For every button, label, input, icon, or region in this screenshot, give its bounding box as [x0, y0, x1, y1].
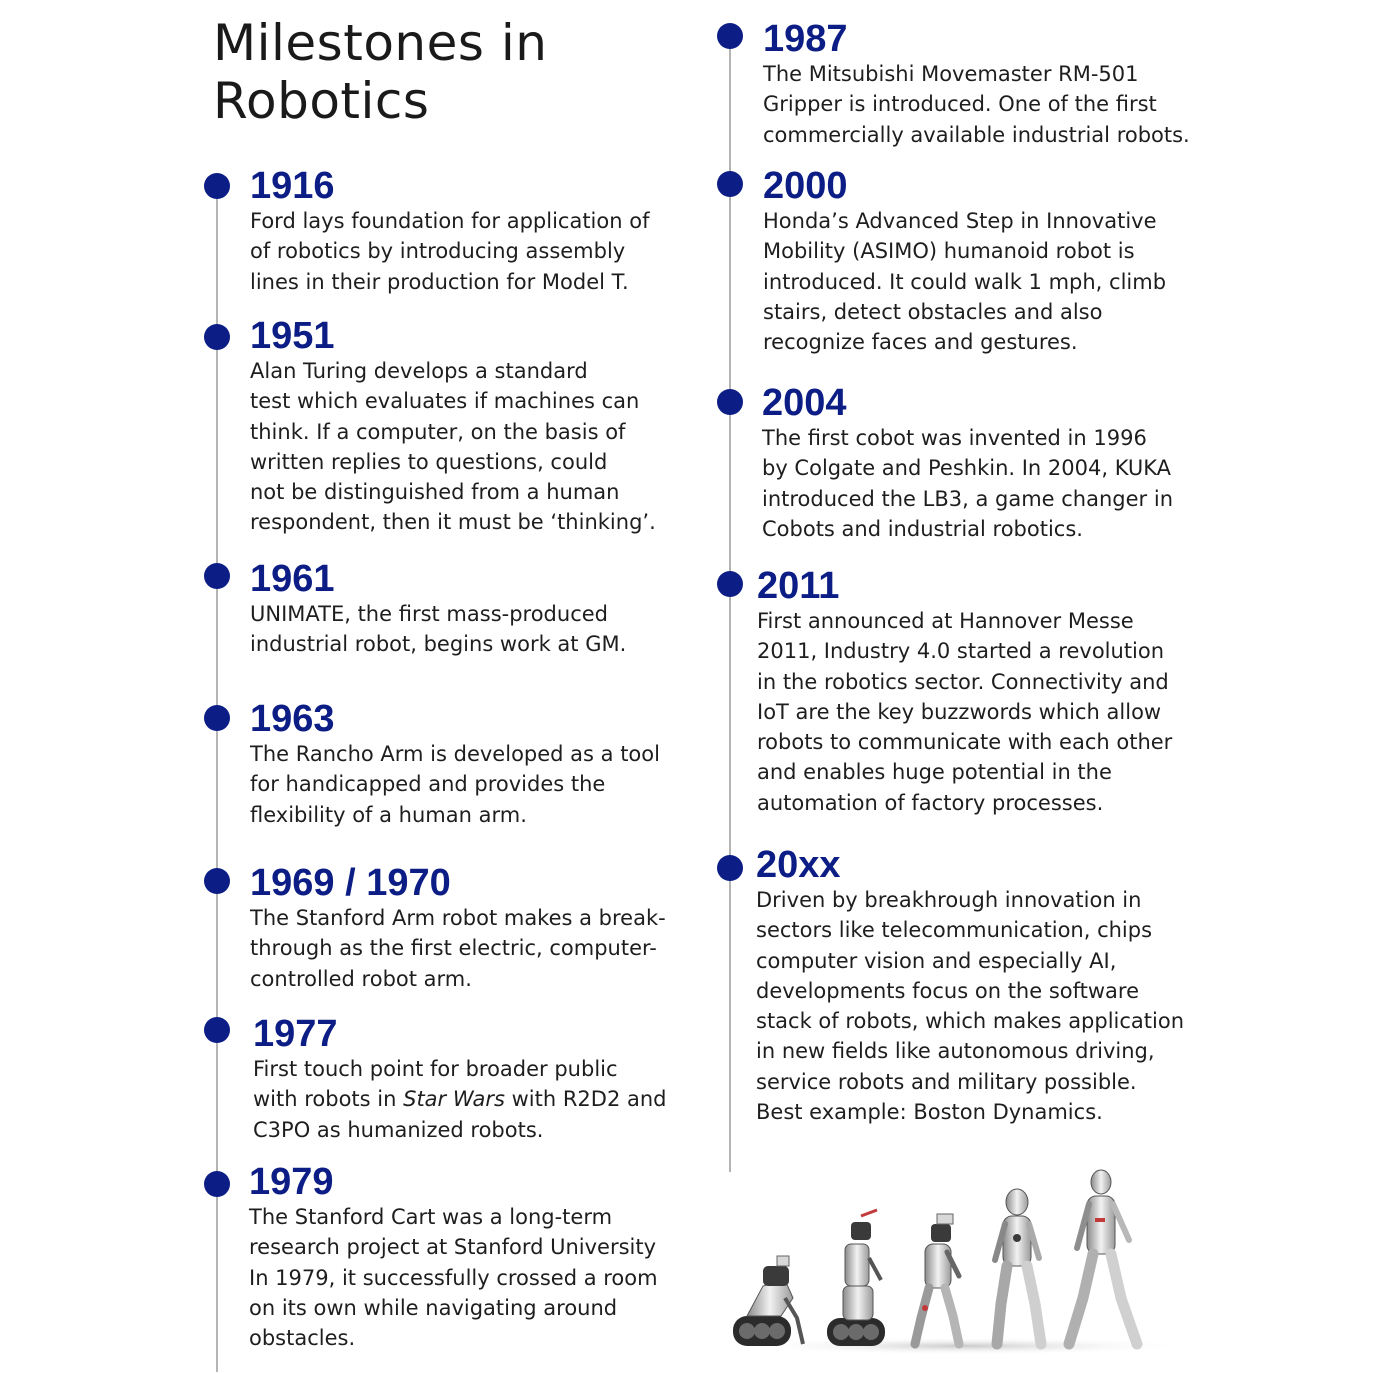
milestone-1916 [250, 167, 649, 297]
milestone-year: 1977 [253, 1013, 338, 1055]
milestone-year: 1987 [763, 18, 848, 60]
timeline-dot-1951 [204, 324, 230, 350]
milestone-year: 2000 [763, 165, 848, 207]
milestone-text: Driven by breakhrough innovation in sectors like telecommunication, chips computer vision and especially AI, developments focus on the software stack of robots, which makes application in new fields like autonomous driving, service robots and military possible. Best example: Boston Dynamics. [756, 888, 1185, 1125]
milestone-text: The Stanford Cart was a long-term research project at Stanford University In 1979, it successfully crossed a room on its own while navigating around obstacles. [249, 1205, 658, 1351]
robot-tracked-crouched-icon [733, 1256, 803, 1346]
milestone-1977 [253, 1015, 667, 1145]
timeline-dot-2000 [717, 171, 743, 197]
milestone-year: 1961 [250, 558, 335, 600]
milestone-2000 [763, 167, 1166, 357]
milestone-2004 [762, 384, 1173, 544]
milestone-1963 [250, 700, 660, 830]
milestone-text: The Rancho Arm is developed as a tool for handicapped and provides the flexibility of a human arm. [250, 742, 660, 827]
milestone-1951 [250, 317, 656, 538]
milestone-text: The Mitsubishi Movemaster RM-501 Gripper is introduced. One of the first commercially available industrial robots. [763, 62, 1190, 147]
milestone-2011 [757, 567, 1172, 818]
milestone-year: 1951 [250, 315, 335, 357]
milestone-text: Alan Turing develops a standard test which evaluates if machines can think. If a computer, on the basis of written replies to questions, could not be distinguished from a human respondent, then it must be ‘thinking’. [250, 359, 656, 535]
timeline-dot-2011 [717, 571, 743, 597]
robot-humanoid-tall-icon [1069, 1170, 1137, 1344]
timeline-dot-1987 [717, 23, 743, 49]
milestone-text: Honda’s Advanced Step in Innovative Mobility (ASIMO) humanoid robot is introduced. It could walk 1 mph, climb stairs, detect obstacles and also recognize faces and gestures. [763, 209, 1167, 355]
milestone-year: 20xx [756, 844, 841, 886]
timeline-dot-1916 [204, 173, 230, 199]
milestone-year: 1979 [249, 1161, 334, 1203]
milestone-1987 [763, 20, 1190, 150]
robot-walking-bent-icon [915, 1214, 959, 1344]
milestone-year: 1916 [250, 165, 335, 207]
timeline-dot-20xx [717, 855, 743, 881]
page-title: Milestones in Robotics [213, 14, 548, 130]
timeline-dot-1977 [204, 1017, 230, 1043]
milestone-text: Ford lays foundation for application of of robotics by introducing assembly lines in their production for Model T. [250, 209, 650, 294]
milestone-text: The Stanford Arm robot makes a break- through as the first electric, computer- controlled robot arm. [250, 906, 666, 991]
milestone-20xx [756, 846, 1184, 1127]
timeline-dot-1969 [204, 868, 230, 894]
milestone-text: First touch point for broader public with robots in Star Wars with R2D2 and C3PO as humanized robots. [253, 1057, 667, 1142]
milestone-year: 1969 / 1970 [250, 862, 451, 904]
milestone-year: 2004 [762, 382, 847, 424]
robot-tracked-upright-icon [827, 1210, 885, 1346]
milestone-1961 [250, 560, 626, 660]
robot-evolution-illustration [725, 1168, 1185, 1358]
timeline-dot-1963 [204, 705, 230, 731]
timeline-dot-2004 [717, 389, 743, 415]
milestone-1979 [249, 1163, 658, 1353]
milestone-text: First announced at Hannover Messe 2011, Industry 4.0 started a revolution in the robotics sector. Connectivity and IoT are the key buzzwords which allow robots to communicate with each other and enables huge potential in the automation of factory processes. [757, 609, 1173, 815]
right-timeline-line [729, 36, 731, 1172]
milestone-year: 1963 [250, 698, 335, 740]
robot-humanoid-walking-icon [995, 1189, 1041, 1344]
milestone-text: The first cobot was invented in 1996 by Colgate and Peshkin. In 2004, KUKA introduced the LB3, a game changer in Cobots and industrial robotics. [762, 426, 1173, 541]
milestone-1969-1970 [250, 864, 666, 994]
timeline-dot-1961 [204, 563, 230, 589]
milestone-text: UNIMATE, the first mass-produced industrial robot, begins work at GM. [250, 602, 627, 657]
milestone-year: 2011 [757, 565, 840, 607]
timeline-dot-1979 [204, 1171, 230, 1197]
